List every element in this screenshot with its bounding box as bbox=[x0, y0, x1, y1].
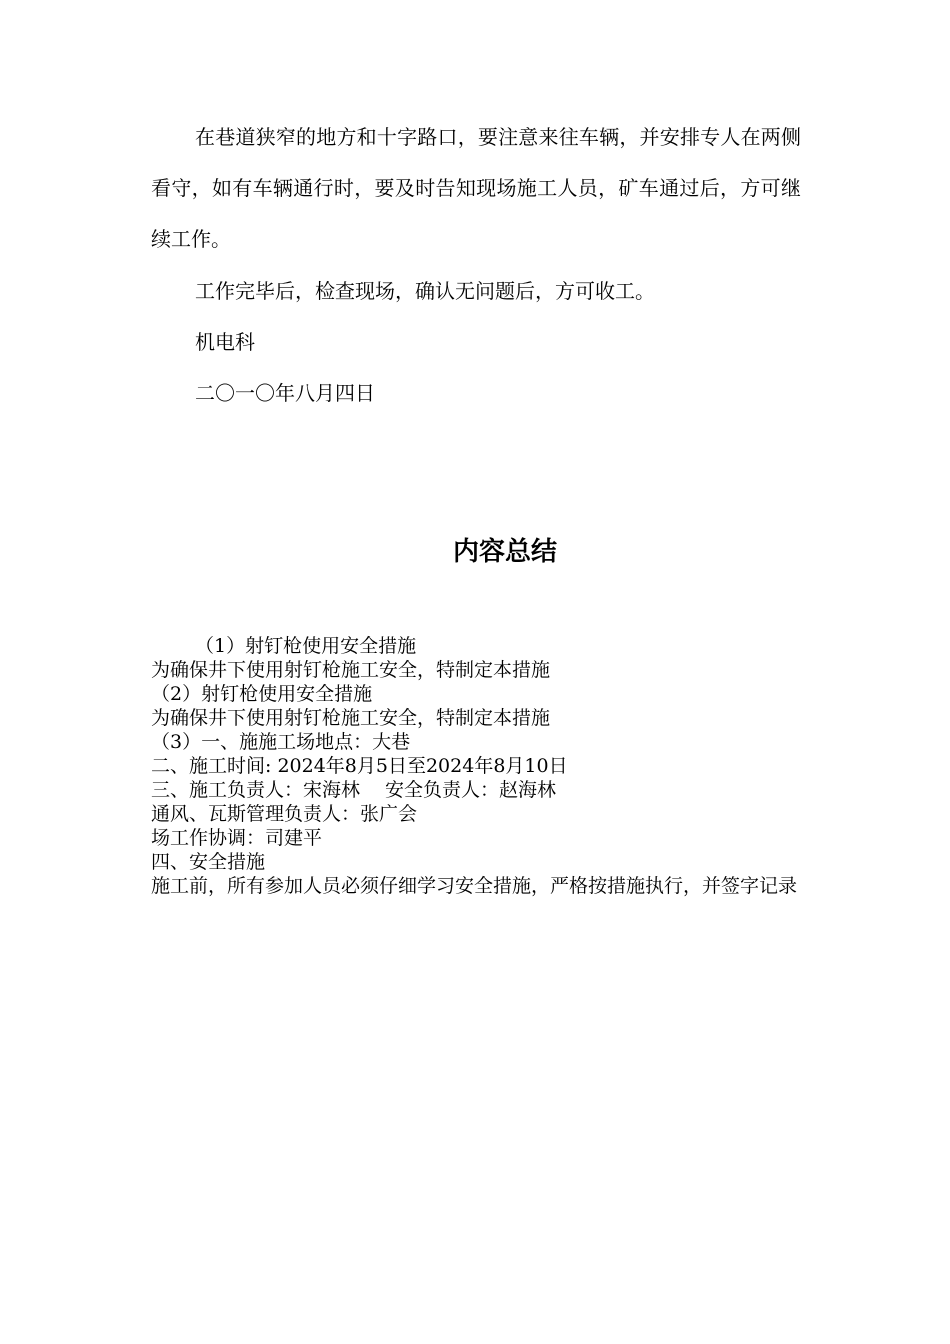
summary-line: （2）射钉枪使用安全措施 bbox=[151, 683, 373, 705]
summary-line: 四、安全措施 bbox=[151, 851, 266, 873]
summary-title: 内容总结 bbox=[452, 537, 557, 567]
summary-line: 场工作协调：司建平 bbox=[151, 827, 323, 849]
summary-line: 为确保井下使用射钉枪施工安全，特制定本措施 bbox=[151, 707, 551, 729]
department-signature: 机电科 bbox=[195, 330, 255, 354]
paragraph-traffic-safety: 在巷道狭窄的地方和十字路口，要注意来往车辆，并安排专人在两侧看守，如有车辆通行时，要及时告知现场施工人员，矿车通过后，方可继续工作。 bbox=[151, 125, 801, 251]
summary-line: 三、施工负责人：宋海林 安全负责人：赵海林 bbox=[151, 779, 557, 801]
summary-line: 施工前，所有参加人员必须仔细学习安全措施，严格按措施执行，并签字记录 bbox=[151, 875, 798, 897]
summary-line: （3）一、施施工场地点：大巷 bbox=[151, 731, 411, 753]
summary-line: 二、施工时间: 2024年8月5日至2024年8月10日 bbox=[151, 755, 568, 777]
summary-section bbox=[151, 634, 801, 898]
document-date: 二〇一〇年八月四日 bbox=[195, 381, 375, 405]
summary-line: 为确保井下使用射钉枪施工安全，特制定本措施 bbox=[151, 659, 551, 681]
paragraph-work-completion: 工作完毕后，检查现场，确认无问题后，方可收工。 bbox=[195, 279, 655, 303]
summary-line: （1）射钉枪使用安全措施 bbox=[195, 635, 417, 657]
summary-line: 通风、瓦斯管理负责人：张广会 bbox=[151, 803, 418, 825]
